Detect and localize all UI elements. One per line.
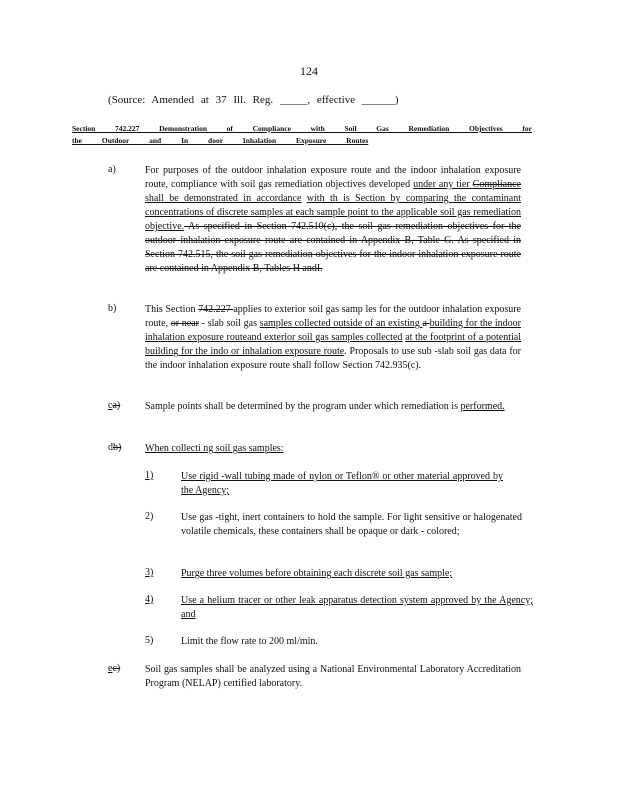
item-d-label [108, 442, 121, 453]
item-d-label-old: b) [113, 442, 122, 453]
item-b-text-deleted: 742.227 [198, 304, 234, 315]
subitem-3-label: 3) [145, 567, 154, 578]
item-b-text-10: at the footprint of a potential building for the indo or inhalation exposure route [145, 332, 521, 357]
item-a-text-deleted: Compliance [472, 179, 521, 190]
item-a-text-deleted-2: As specified in Section 742.510(c), the soil gas remediation objectives for the outdoor inhalation exposure route are contained in Appendix B, Table G. As specified in Section 742.515, the soil gas remediation objectives for the indoor inhalation exposure route are contained in Appendix B, Tables H andI. [145, 221, 521, 274]
item-e-label-new: e [108, 663, 113, 674]
item-c-label-new: c [108, 400, 113, 411]
subitem-1-label: 1) [145, 470, 154, 481]
item-b-text-1: This Section [145, 304, 199, 315]
item-a-text [145, 164, 521, 276]
subitem-5-label: 5) [145, 635, 154, 646]
item-b-label: b) [108, 303, 117, 314]
subitem-4-text: Use a helium tracer or other leak apparatus detection system approved by the Agency; and [181, 595, 533, 620]
subitem-2-text: Use gas -tight, inert containers to hold the sample. For light sensitive or halogenated volatile chemicals, these containers shall be opaque or dark - colored; [181, 512, 522, 537]
item-d-label-new: d [108, 442, 113, 453]
item-c-label [108, 400, 120, 411]
item-c-label-old: a) [112, 400, 121, 411]
subitem-1-text: Use rigid -wall tubing made of nylon or Teflon® or other material approved by the Agency; [181, 471, 503, 496]
section-heading-line-2: the Outdoor and In door Inhalation Exposure Routes [72, 136, 369, 145]
section-heading-line-1: Section 742.227 Demonstration of Compliance with Soil Gas Remediation Objectives for [72, 124, 532, 133]
item-b-text-3: applies to exterior soil gas samp les for the outdoor inhalation exposure route, [145, 304, 521, 329]
subitem-3-text: Purge three volumes before obtaining each discrete soil gas sample; [181, 568, 453, 579]
item-b-text-9: and exterior soil gas samples collected [247, 332, 403, 343]
item-b-text-deleted-2: or near [170, 318, 199, 329]
item-a-text-4: shall be demonstrated in accordance [145, 193, 302, 204]
subitem-2-label: 2) [145, 511, 154, 522]
subitem-5-text: Limit the flow rate to 200 ml/min. [181, 636, 318, 647]
item-e-label-old: c) [112, 663, 121, 674]
item-b-text-6: samples collected outside of an existing [259, 318, 423, 329]
item-a-label: a) [108, 164, 116, 175]
item-a-text-1: For purposes of the outdoor inhalation exposure route and the indoor inhalation exposure route, compliance with soil gas remediation objectives developed [145, 165, 521, 190]
item-e-text: Soil gas samples shall be analyzed using a National Environmental Laboratory Accreditation Program (NELAP) certified laboratory. [145, 664, 521, 689]
source-note: (Source: Amended at 37 Ill. Reg. _____, effective ______) [108, 94, 399, 106]
item-b-text-5: - slab soil gas [198, 318, 260, 329]
item-c-text [145, 400, 521, 414]
item-e-label [108, 663, 120, 674]
item-c-text-2: performed. [460, 401, 505, 412]
item-c-text-1: Sample points shall be determined by the program under which remediation is [145, 401, 461, 412]
subitem-4-label: 4) [145, 594, 154, 605]
item-d-text: When collecti ng soil gas samples: [145, 443, 284, 454]
item-b-text-11: . Proposals to use sub -slab soil gas data for the indoor inhalation exposure route shall follow Section 742.935(c). [145, 346, 521, 371]
item-a-text-5: with th is Section by comparing the contaminant concentrations of discrete samples at each sample point to the applicable soil gas remediation objective. [145, 193, 522, 232]
item-a-text-2: under any tier [413, 179, 473, 190]
item-b-text-deleted-3: a [422, 318, 430, 329]
item-b-text-8: building for the indoor inhalation exposure route [145, 318, 521, 343]
page-number: 124 [300, 64, 318, 78]
item-b-text [145, 303, 521, 373]
